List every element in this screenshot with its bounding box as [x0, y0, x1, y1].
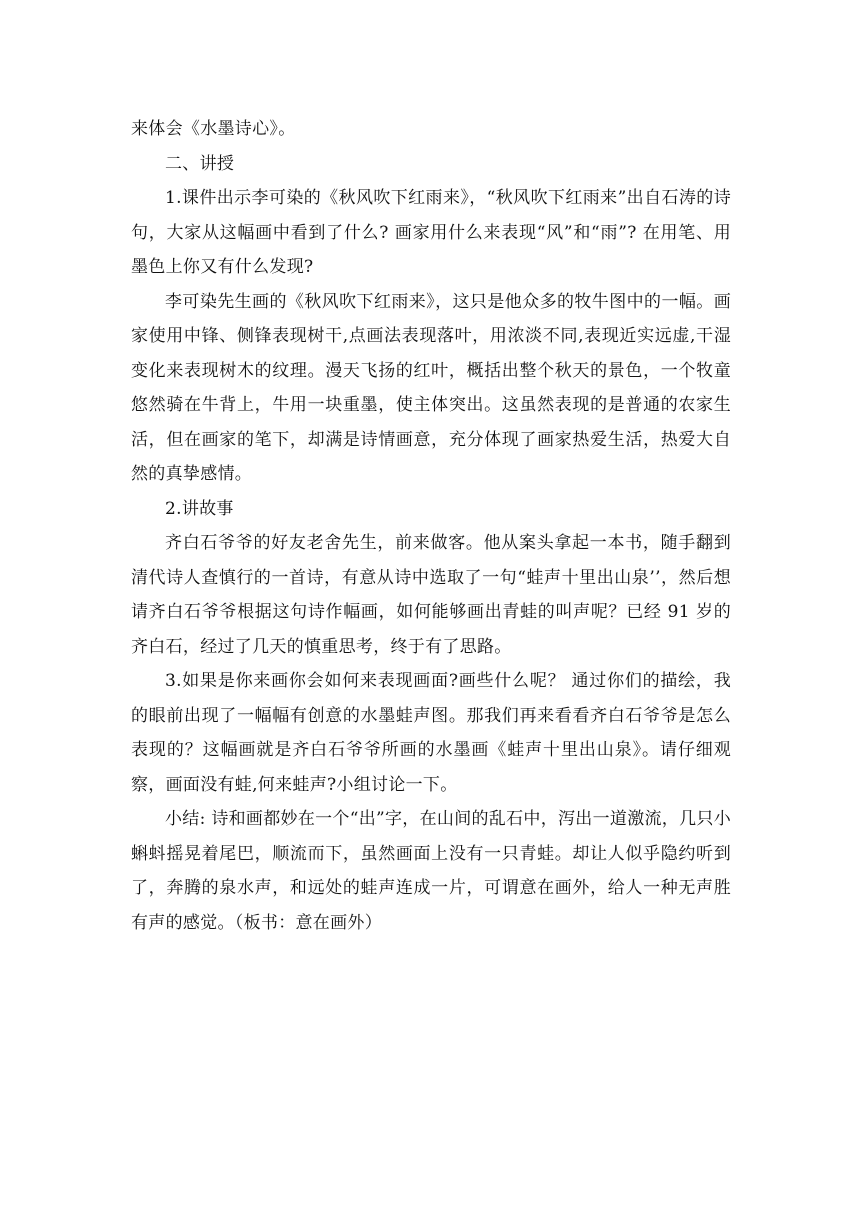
paragraph-qi-baishi-story: 齐白石爷爷的好友老舍先生，前来做客。他从案头拿起一本书，随手翻到清代诗人查慎行的一首诗，有意从诗中选取了一句“蛙声十里出山泉’’，然后想请齐白石爷爷根据这句诗作幅画，如何能够画出青蛙的叫声呢？已经 91 岁的齐白石，经过了几天的慎重思考，终于有了思路。 — [131, 533, 731, 657]
paragraph-discussion: 3.如果是你来画你会如何来表现画面?画些什么呢？ 通过你们的描绘，我的眼前出现了一幅幅有创意的水墨蛙声图。那我们再来看看齐白石爷爷是怎么表现的？这幅画就是齐白石爷爷所画的水墨画《蛙声十里出山泉》。请仔细观察，画面没有蛙,何来蛙声?小组讨论一下。 — [131, 671, 731, 795]
section-heading-teaching: 二、讲授 — [165, 153, 235, 174]
document-body — [131, 112, 731, 940]
paragraph-li-keran-analysis: 李可染先生画的《秋风吹下红雨来》，这只是他众多的牧牛图中的一幅。画家使用中锋、侧锋表现树干,点画法表现落叶，用浓淡不同,表现近实远虚,干湿变化来表现树木的纹理。漫天飞扬的红叶，概括出整个秋天的景色，一个牧童悠然骑在牛背上，牛用一块重墨，使主体突出。这虽然表现的是普通的农家生活，但在画家的笔下，却满是诗情画意，充分体现了画家热爱生活，热爱大自然的真挚感情。 — [131, 291, 731, 484]
paragraph-courseware-question: 1.课件出示李可染的《秋风吹下红雨来》，“秋风吹下红雨来”出自石涛的诗句，大家从这幅画中看到了什么? 画家用什么来表现“风”和“雨”? 在用笔、用墨色上你又有什么发现? — [131, 188, 731, 277]
subheading-story: 2.讲故事 — [165, 498, 234, 519]
paragraph-summary: 小结: 诗和画都妙在一个“出”字，在山间的乱石中，泻出一道激流，几只小蝌蚪摇晃着尾巴，顺流而下，虽然画面上没有一只青蛙。却让人似乎隐约听到了，奔腾的泉水声，和远处的蛙声连成一片，可谓意在画外，给人一种无声胜有声的感觉。（板书：意在画外） — [131, 809, 732, 933]
paragraph-intro-ending: 来体会《水墨诗心》。 — [131, 119, 296, 139]
